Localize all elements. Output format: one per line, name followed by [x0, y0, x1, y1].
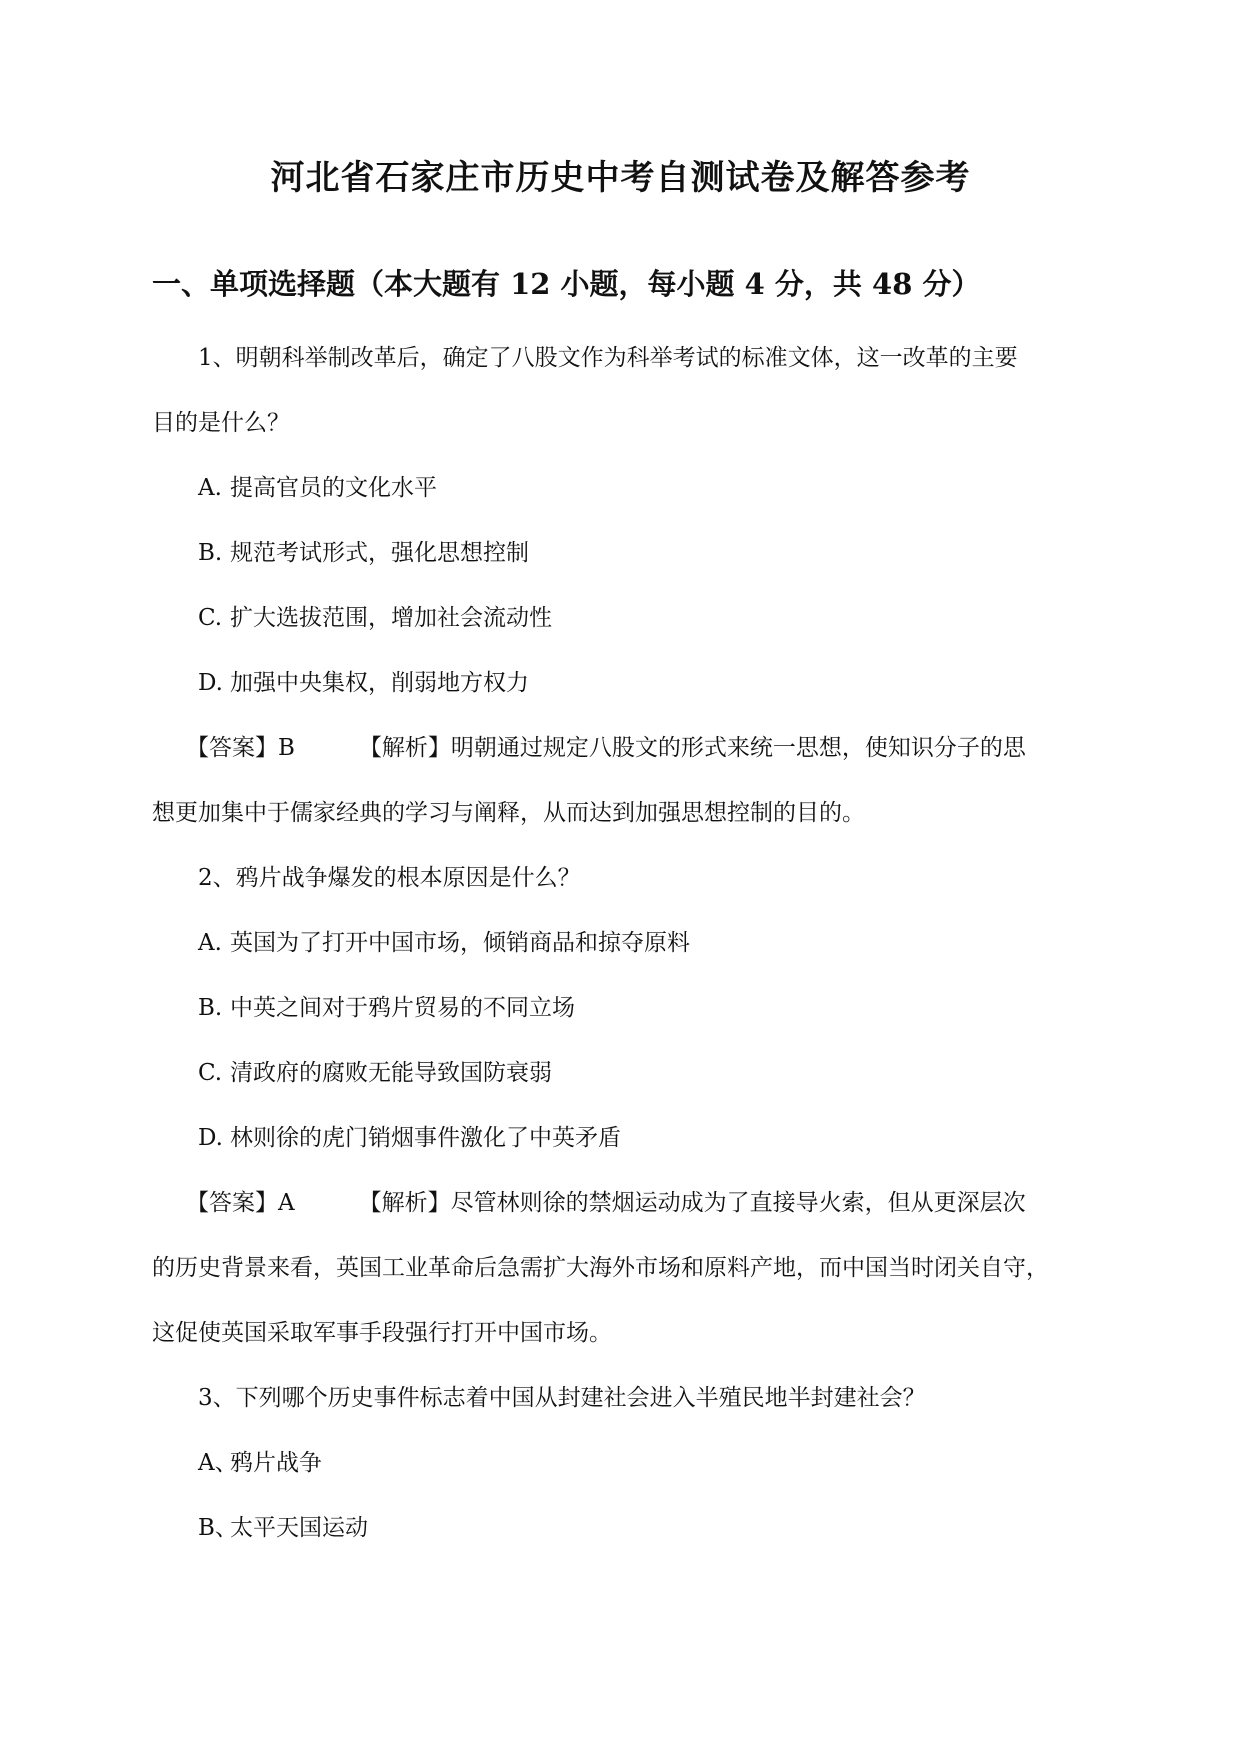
option-text: 提高官员的文化水平 — [230, 475, 437, 501]
option-text: 林则徐的虎门销烟事件激化了中英矛盾 — [230, 1125, 621, 1151]
option-label: B. — [198, 995, 223, 1021]
question-stem-line: 目的是什么？ — [152, 410, 290, 436]
question-list — [152, 342, 1092, 1577]
option-text: 清政府的腐败无能导致国防衰弱 — [230, 1060, 552, 1086]
option-c — [152, 602, 1092, 667]
option-label: B. — [198, 540, 223, 566]
option-text: 太平天国运动 — [230, 1515, 368, 1541]
option-text: 鸦片战争 — [230, 1450, 322, 1476]
option-text: 扩大选拔范围，增加社会流动性 — [230, 605, 552, 631]
option-a — [152, 1447, 1092, 1512]
option-label: B、 — [198, 1515, 238, 1541]
option-text: 中英之间对于鸦片贸易的不同立场 — [230, 995, 575, 1021]
option-b — [152, 537, 1092, 602]
option-label: D. — [198, 1125, 223, 1151]
option-text: 加强中央集权，削弱地方权力 — [230, 670, 529, 696]
option-a — [152, 472, 1092, 537]
question-2 — [152, 862, 1092, 1382]
option-label: C. — [198, 1060, 223, 1086]
option-d — [152, 667, 1092, 732]
option-label: A. — [198, 475, 222, 501]
question-1 — [152, 342, 1092, 862]
question-stem-line: 2、鸦片战争爆发的根本原因是什么？ — [198, 865, 581, 891]
answer-analysis-line — [152, 1187, 1092, 1252]
question-3 — [152, 1382, 1092, 1577]
analysis-line: 想更加集中于儒家经典的学习与阐释，从而达到加强思想控制的目的。 — [152, 800, 865, 826]
option-b — [152, 1512, 1092, 1577]
option-label: A. — [198, 930, 222, 956]
option-d — [152, 1122, 1092, 1187]
option-text: 英国为了打开中国市场，倾销商品和掠夺原料 — [230, 930, 690, 956]
option-label: D. — [198, 670, 223, 696]
option-a — [152, 927, 1092, 992]
answer-analysis-line — [152, 732, 1092, 797]
document-title: 河北省石家庄市历史中考自测试卷及解答参考 — [270, 158, 971, 198]
option-label: C. — [198, 605, 223, 631]
option-c — [152, 1057, 1092, 1122]
analysis-line: 这促使英国采取军事手段强行打开中国市场。 — [152, 1320, 612, 1346]
option-text: 规范考试形式，强化思想控制 — [230, 540, 529, 566]
question-stem-line: 3、下列哪个历史事件标志着中国从封建社会进入半殖民地半封建社会？ — [198, 1385, 926, 1411]
option-label: A、 — [198, 1450, 238, 1476]
section-heading: 一、单项选择题（本大题有 12 小题，每小题 4 分，共 48 分） — [152, 267, 981, 301]
analysis-text: 【解析】尽管林则徐的禁烟运动成为了直接导火索，但从更深层次 — [358, 1190, 1026, 1216]
answer-label: 【答案】B — [186, 735, 295, 761]
analysis-line: 的历史背景来看，英国工业革命后急需扩大海外市场和原料产地，而中国当时闭关自守， — [152, 1255, 1049, 1281]
analysis-text: 【解析】明朝通过规定八股文的形式来统一思想，使知识分子的思 — [358, 735, 1026, 761]
question-stem-line: 1、明朝科举制改革后，确定了八股文作为科举考试的标准文体，这一改革的主要 — [198, 345, 1018, 371]
answer-label: 【答案】A — [186, 1190, 295, 1216]
option-b — [152, 992, 1092, 1057]
